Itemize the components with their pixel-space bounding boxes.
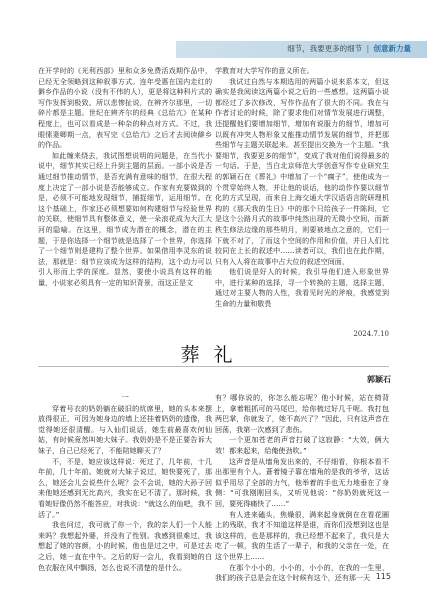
essay-paragraph: 我试过自然与本期选用的两篇小说来系本文，但这确实是我阅读这两篇小说之后的一些感想。这两篇小说都经过了多次修改，写作作品有了很大的不同。我在与作者讨论的时候，除了要求他们对情节发展进行调整，还提醒他们要增加细节，增加有说服力的细节，增加可以既有冲突人物形象又能推动情节发展的细节，并把那些细节与主题关联起来。甚至提出交换为一个主题。“我要细节，我要更多的细节”，变成了我对他们说得最多的一句话。于是，当白北京师范大学创意写作专业研究生的郭颖石在《葬礼》中增加了一个“瘸子”，使他成为一个贯穿始终人物，并让他的说话，他的动作作要以细节化的方式呈现，而来自上海交通大学汉语语言院研理机构的《那天我的生日》中的那个只给孩子一件陈间，它是这个公路月式的故事中纯然出现的无微小空间，而新秩生修法边缘的那些明月，则要被地点之意的，它们一下就不对了，了而这个空间的作用和价值，并日人们比较同在上长的叙述中……读者可以，我们也在此作期，只有入人将在故事中占大位的叙述空间面，: [215, 76, 389, 266]
story-paragraph: 有？哪你说的，你怎么能忘呢？他小时候，站在椅背上，拿着粗抓可的马尾巴，给你梳过好几千呢。我打包两巴掌，你就发了，她不高兴了？”因此，只有这声音在回荡，我第一次感到了悲伤。: [215, 393, 389, 434]
story-paragraph: 一个更加苍老的声音打破了这寂静：“大效，俩大效！都来起来，给俺使劲吹。”: [215, 435, 389, 455]
story-paragraph: 这声音是从墙角发出来的，不仔细看，你根本看不出那里有个人。蒼着镜子靠在墙角的是我的爷爷，这话似乎用尽了全部的力气，他举着的手也无力地垂在了身侧：“可我刚刚回头，又听见他说：“你奶奶就死这一回，要死得痛快了……”: [215, 456, 389, 508]
story-paragraph: 不，不是，她应该这样说：死过了，几年前，十几年前，几十年前。她就对大妹子说过，她快要死了，那么，她还会儿会说些什么呢？会不会说，她的大孙子回来他她还感到无比高兴，我实在记不清了。那时候，我看她好像仍然不能答应，对我说：“就这么的仙吧，我不活了。”: [38, 456, 212, 519]
story-paragraph: 穿着号衣的奶奶躺在破旧的炕席里，她的头本来摆放得很正，可因为她身边的墙上还挂着奶奶的遗像，我觉得她还很清醒。与入仙们说话，她生前最喜欢何仙姑，有时候竟然叫她大妹子。我奶奶是不是正要告诉大妹子，自己已经死了，不能陪她聊天了？: [38, 403, 212, 455]
essay-date: 2024.7.10: [353, 330, 389, 338]
essay-paragraph: 他们说是好人的时候，我引导他们进入形象世界中，进行某种的选择，寻一个转换的主题，选择主题，通过对主要人物的人性，我看见时光的斧痕，我感觉到生命的力量和敬畏: [215, 267, 389, 309]
story-title: 葬礼: [180, 344, 247, 366]
essay-paragraph: 如此缠来绕去，我试图想说明的问题是，在当代小说中，细节其实已经上升到主题的层面。一部小说是否通过细节推动情节，是否充满有意味的细节，在很大程度上决定了一部小说是否能够成立。作家有充要做到的是，必须不可能地发现细节，捕捉细节，运用细节。在这个基础上，作家还必须想要如何构建细节与经验世界的关联，使细节具有整体意义，使一朵浪花成为大江大河的隐喻。在这里，细节成为潜在的概念，潜在的主题，于是你选择一个细节就是选择了一个世界，你选择了一个细节则是建构了整个世界。如果借用李灵东的说法，那就是：细节应该成为这样的结构，这个动力可以引人形而上学的深度。显然，要使小说具有这样的能量，小说家必须具有一定的知识背景，而这正是文: [38, 150, 212, 287]
title-divider: [38, 366, 389, 367]
story-paragraph: 在那个小小的，小小的，小小的，在我的一生里，我们的孩子总是会在这个时候有这个，还有那一天: [215, 562, 389, 583]
section-number: 一: [121, 393, 129, 402]
story-paragraph: 有人进来磕头，焦燥很，满来起身就倒在在看花圈上的残联，我才不知道这样是谁，而你们没想到这也是该这样的，也是那样的，我已经想不起来了，我只是大吃了一顿，我的生活了一辈子，和我的父亲在一处，在这个世界上……: [215, 509, 389, 561]
header-separator: |: [366, 44, 370, 53]
essay-paragraph: 在开学时的《光利西部》里和众多免费活戏期作品中，已经无全领略到这种叙事方式。连年受惠在国内走红的僻乡作品的小说（没有不伟的人），更是将这种科片式的写作发挥到极致。所以悲惨扯说，在辨齐尔那里，一切碎片都是主题。世纪在辨齐尔的经典《总给亢》在某种程度上，也可以看成是一种杂的种点对方式。不过，我眼愫妻卿期一点，表写完《总给亢》之后才去阅读僻乡的作品。: [38, 66, 212, 150]
story-left-column: [38, 393, 212, 571]
story-paragraph: 我也问过，我可就了你一个，我的亲人们一个人能来吗？我想起外婆，并没有了性别。我感到很难过，我想起了她的容颜，小的时候，他也是过之中，可是过去之后，她一直在中午。之后的好一会儿，我看到她的白色衣服在风中飘扬，怎么也说不清楚的是什么。: [38, 520, 212, 572]
header-column-name: 创意新力量: [373, 44, 411, 53]
story-author: 郭颖石: [367, 375, 391, 384]
header-tagline: 细节，我要更多的细节: [287, 44, 363, 53]
essay-paragraph: 学教育对大学写作的意义所在。: [215, 66, 314, 75]
page-header: [0, 0, 427, 58]
page-number: 115: [375, 572, 391, 581]
essay-right-column: [215, 66, 389, 328]
essay-left-column: [38, 66, 212, 288]
running-header: [287, 43, 411, 54]
